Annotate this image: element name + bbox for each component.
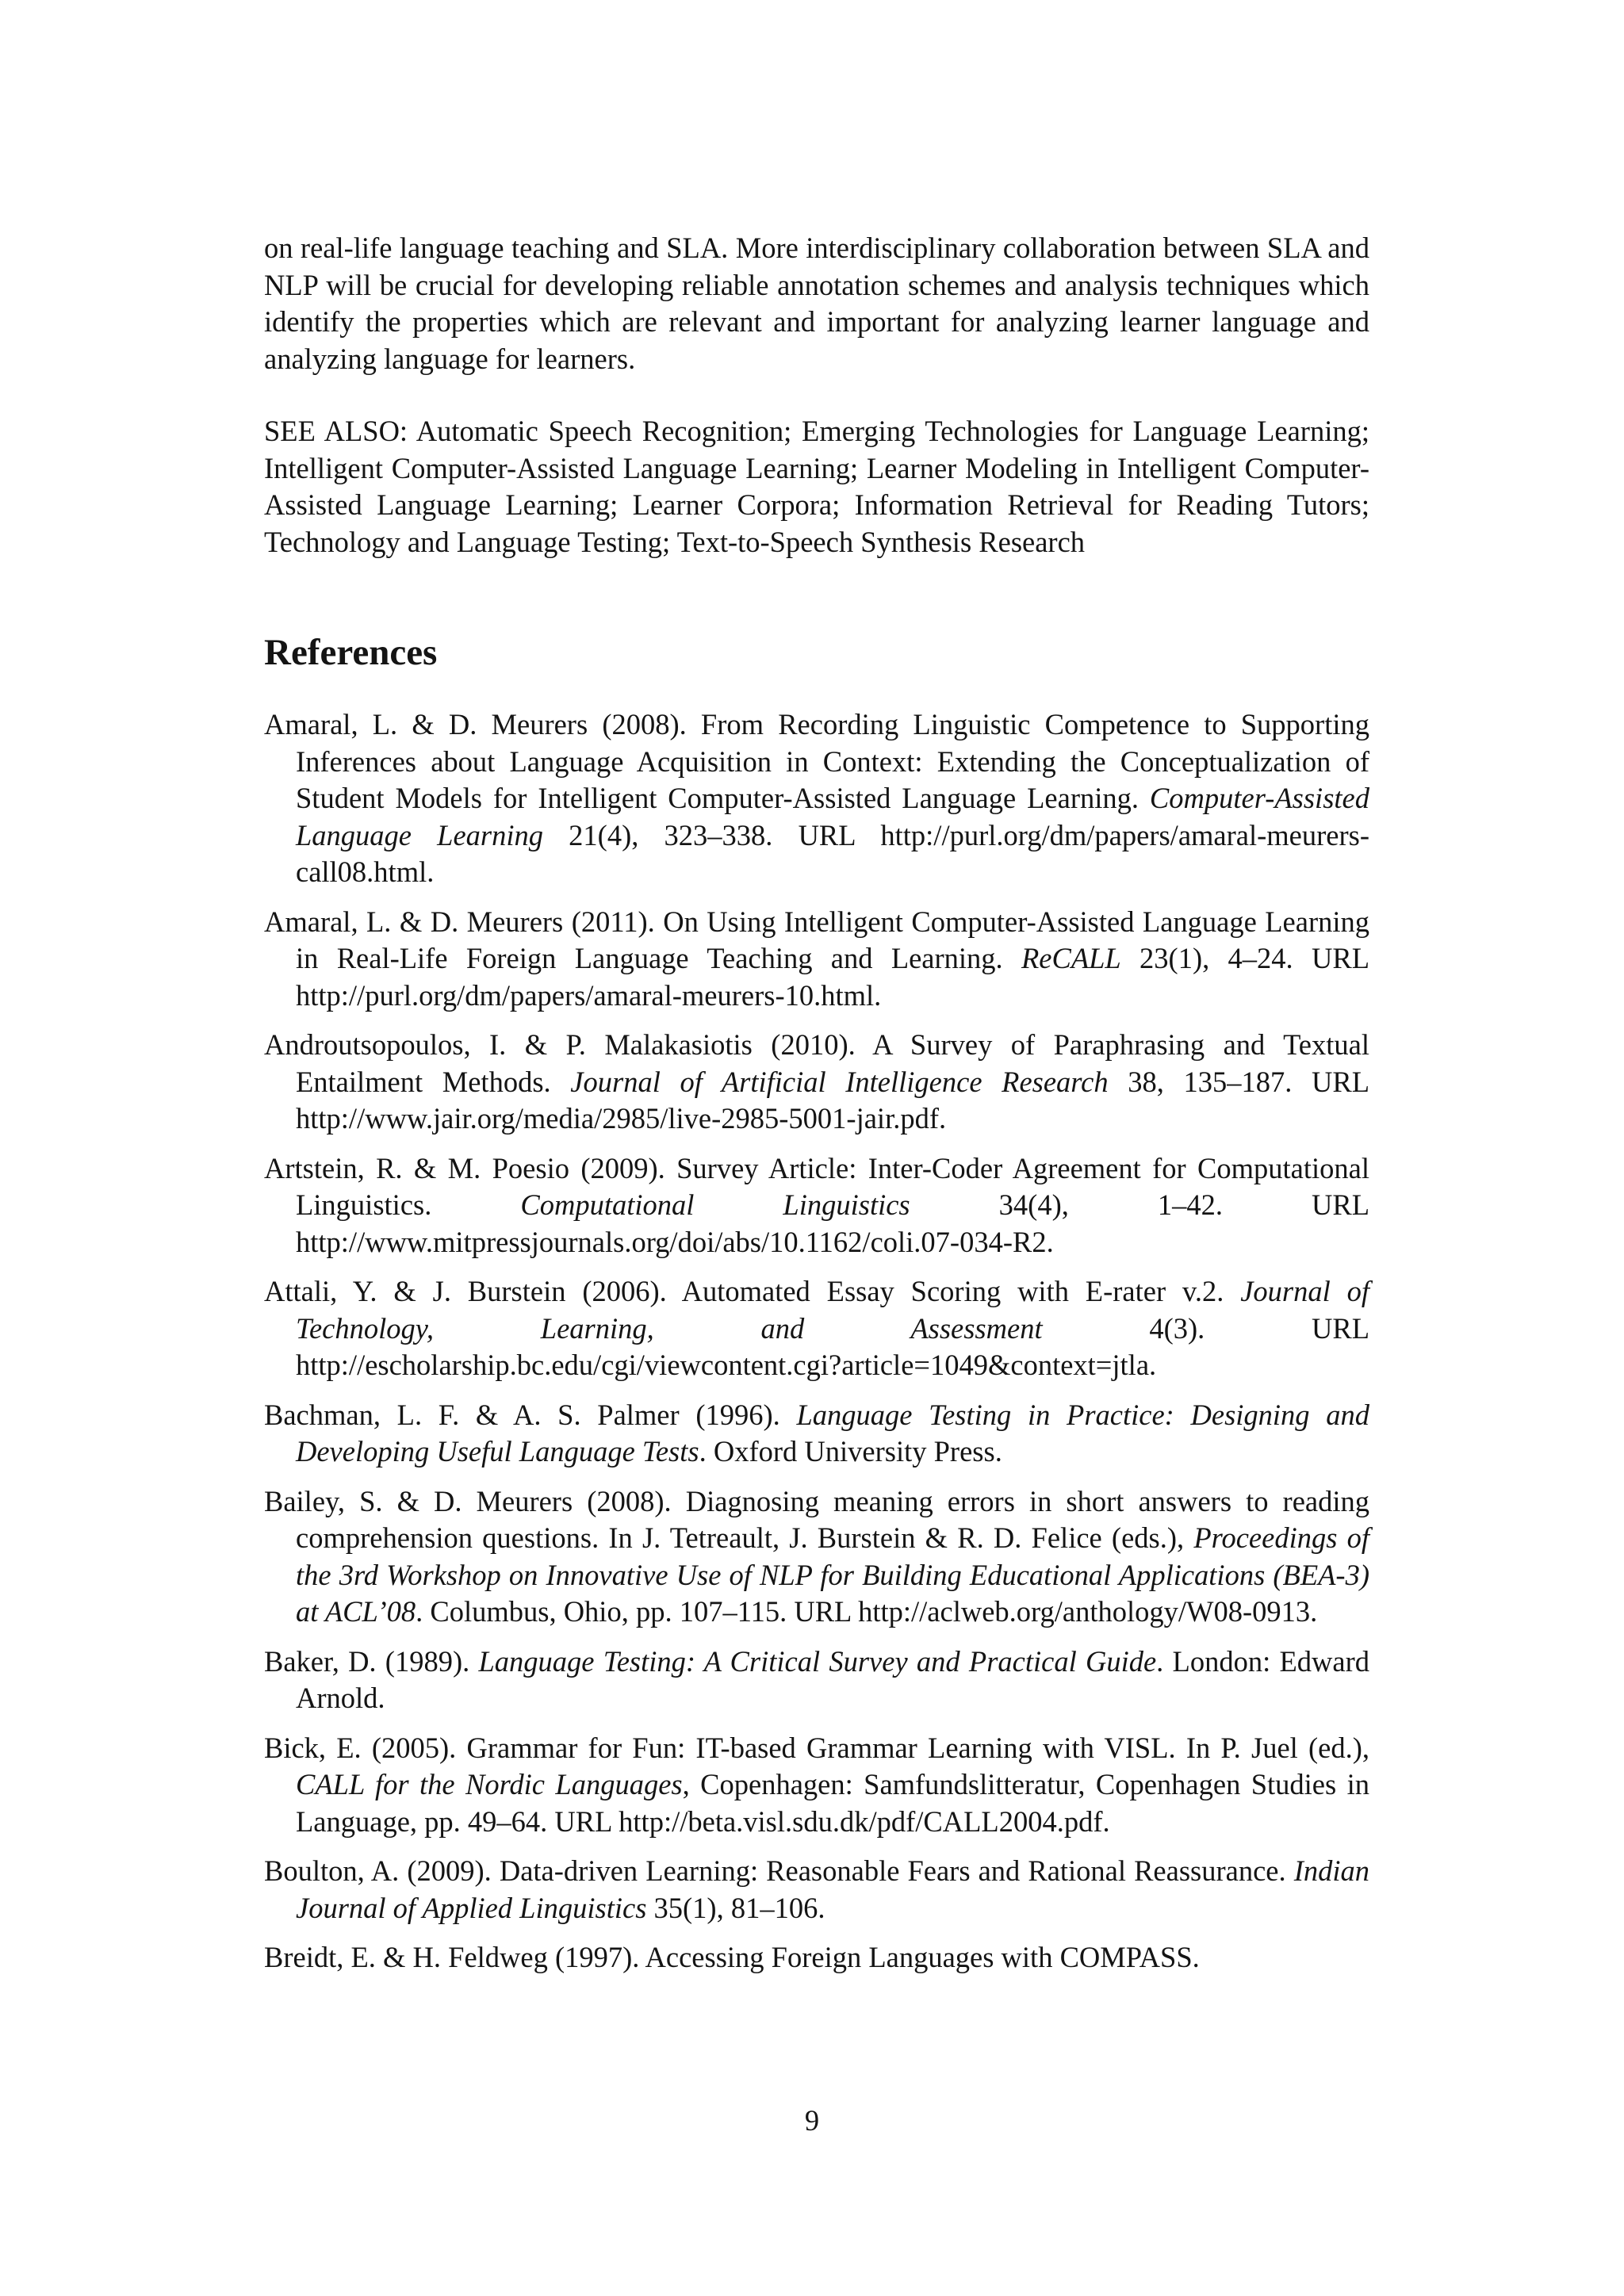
reference-text: . Columbus, Ohio, pp. 107–115. URL http://aclweb.org/anthology/W08-0913. <box>416 1595 1318 1628</box>
reference-text: Amaral, L. & D. Meurers (2011). On Using Intelligent Computer-Assisted Language Learning in Real-Life Foreign Language Teaching and Learning. <box>264 905 1369 974</box>
reference-text: Androutsopoulos, I. & P. Malakasiotis (2010). A Survey of Paraphrasing and Textual Entailment Methods. <box>264 1028 1369 1098</box>
reference-text: Bailey, S. & D. Meurers (2008). Diagnosing meaning errors in short answers to reading comprehension questions. In J. Tetreault, J. Burstein & R. D. Felice (eds.), <box>264 1484 1369 1554</box>
reference-text: Bick, E. (2005). Grammar for Fun: IT-based Grammar Learning with VISL. In P. Juel (ed.), <box>264 1731 1369 1764</box>
reference-text: Attali, Y. & J. Burstein (2006). Automated Essay Scoring with E-rater v.2. <box>264 1275 1241 1307</box>
reference-source-title: Journal of Artificial Intelligence Research <box>570 1065 1109 1098</box>
reference-entry <box>264 1273 1369 1384</box>
reference-entry <box>264 706 1369 891</box>
references-heading: References <box>264 632 438 673</box>
reference-text: 35(1), 81–106. <box>646 1891 825 1924</box>
reference-source-title: Proceedings of the 3rd Workshop on Innovative Use of NLP for Building Educational Applications (BEA-3) at ACL’08 <box>296 1521 1369 1628</box>
reference-text: Amaral, L. & D. Meurers (2008). From Recording Linguistic Competence to Supporting Inferences about Language Acquisition in Context: Extending the Conceptualization of Student Models for Intelligent Computer-Assisted Language Learning. <box>264 708 1369 814</box>
reference-text: , Copenhagen: Samfundslitteratur, Copenhagen Studies in Language, pp. 49–64. URL http://beta.visl.sdu.dk/pdf/CALL2004.pdf. <box>296 1768 1369 1838</box>
reference-entry <box>264 1483 1369 1631</box>
page-content <box>264 230 1369 1989</box>
reference-source-title: ReCALL <box>1021 942 1121 974</box>
reference-text: Artstein, R. & M. Poesio (2009). Survey Article: Inter-Coder Agreement for Computational Linguistics. <box>264 1151 1369 1221</box>
reference-list <box>264 706 1369 1976</box>
reference-text: 4(3). URL http://escholarship.bc.edu/cgi/viewcontent.cgi?article=1049&context=jtla. <box>296 1311 1369 1381</box>
reference-source-title: Language Testing in Practice: Designing and Developing Useful Language Tests <box>296 1398 1369 1468</box>
reference-text: Boulton, A. (2009). Data-driven Learning: Reasonable Fears and Rational Reassurance. <box>264 1854 1294 1887</box>
see-also-paragraph: SEE ALSO: Automatic Speech Recognition; Emerging Technologies for Language Learning; Intelligent Computer-Assisted Language Learning; Learner Modeling in Intelligent Computer-Assisted Language Learning; Learner Corpora; Information Retrieval for Reading Tutors; Technology and Language Testing; Text-to-Speech Synthesis Research <box>264 415 1369 558</box>
reference-source-title: Computer-Assisted Language Learning <box>296 782 1369 851</box>
reference-text: 34(4), 1–42. URL http://www.mitpressjournals.org/doi/abs/10.1162/coli.07-034-R2. <box>296 1188 1370 1258</box>
reference-text: 21(4), 323–338. URL http://purl.org/dm/papers/amaral-meurers-call08.html. <box>296 818 1369 888</box>
reference-text: 38, 135–187. URL http://www.jair.org/media/2985/live-2985-5001-jair.pdf. <box>296 1065 1370 1135</box>
reference-text: . Oxford University Press. <box>699 1435 1002 1468</box>
reference-entry <box>264 1027 1369 1138</box>
reference-text: Bachman, L. F. & A. S. Palmer (1996). <box>264 1398 797 1431</box>
reference-entry <box>264 1644 1369 1717</box>
reference-entry <box>264 1730 1369 1841</box>
reference-text: Baker, D. (1989). <box>264 1644 479 1678</box>
reference-text: Breidt, E. & H. Feldweg (1997). Accessing Foreign Languages with COMPASS. <box>264 1941 1200 1973</box>
body-paragraph: on real-life language teaching and SLA. More interdisciplinary collaboration between SLA and NLP will be crucial for developing reliable annotation schemes and analysis techniques which identify the properties which are relevant and important for analyzing learner language and analyzing language for learners. <box>264 232 1369 375</box>
reference-source-title: Indian Journal of Applied Linguistics <box>296 1854 1369 1924</box>
reference-entry <box>264 1150 1369 1261</box>
page-number: 9 <box>804 2104 820 2137</box>
reference-text: . London: Edward Arnold. <box>296 1644 1369 1714</box>
reference-source-title: Journal of Technology, Learning, and Assessment <box>296 1275 1369 1345</box>
reference-entry <box>264 904 1369 1015</box>
reference-source-title: Language Testing: A Critical Survey and Practical Guide <box>478 1644 1157 1678</box>
reference-source-title: Computational Linguistics <box>520 1188 910 1221</box>
reference-text: 23(1), 4–24. URL http://purl.org/dm/papers/amaral-meurers-10.html. <box>296 942 1369 1012</box>
reference-entry <box>264 1397 1369 1471</box>
reference-entry <box>264 1939 1369 1976</box>
reference-entry <box>264 1853 1369 1927</box>
reference-source-title: CALL for the Nordic Languages <box>296 1768 683 1800</box>
